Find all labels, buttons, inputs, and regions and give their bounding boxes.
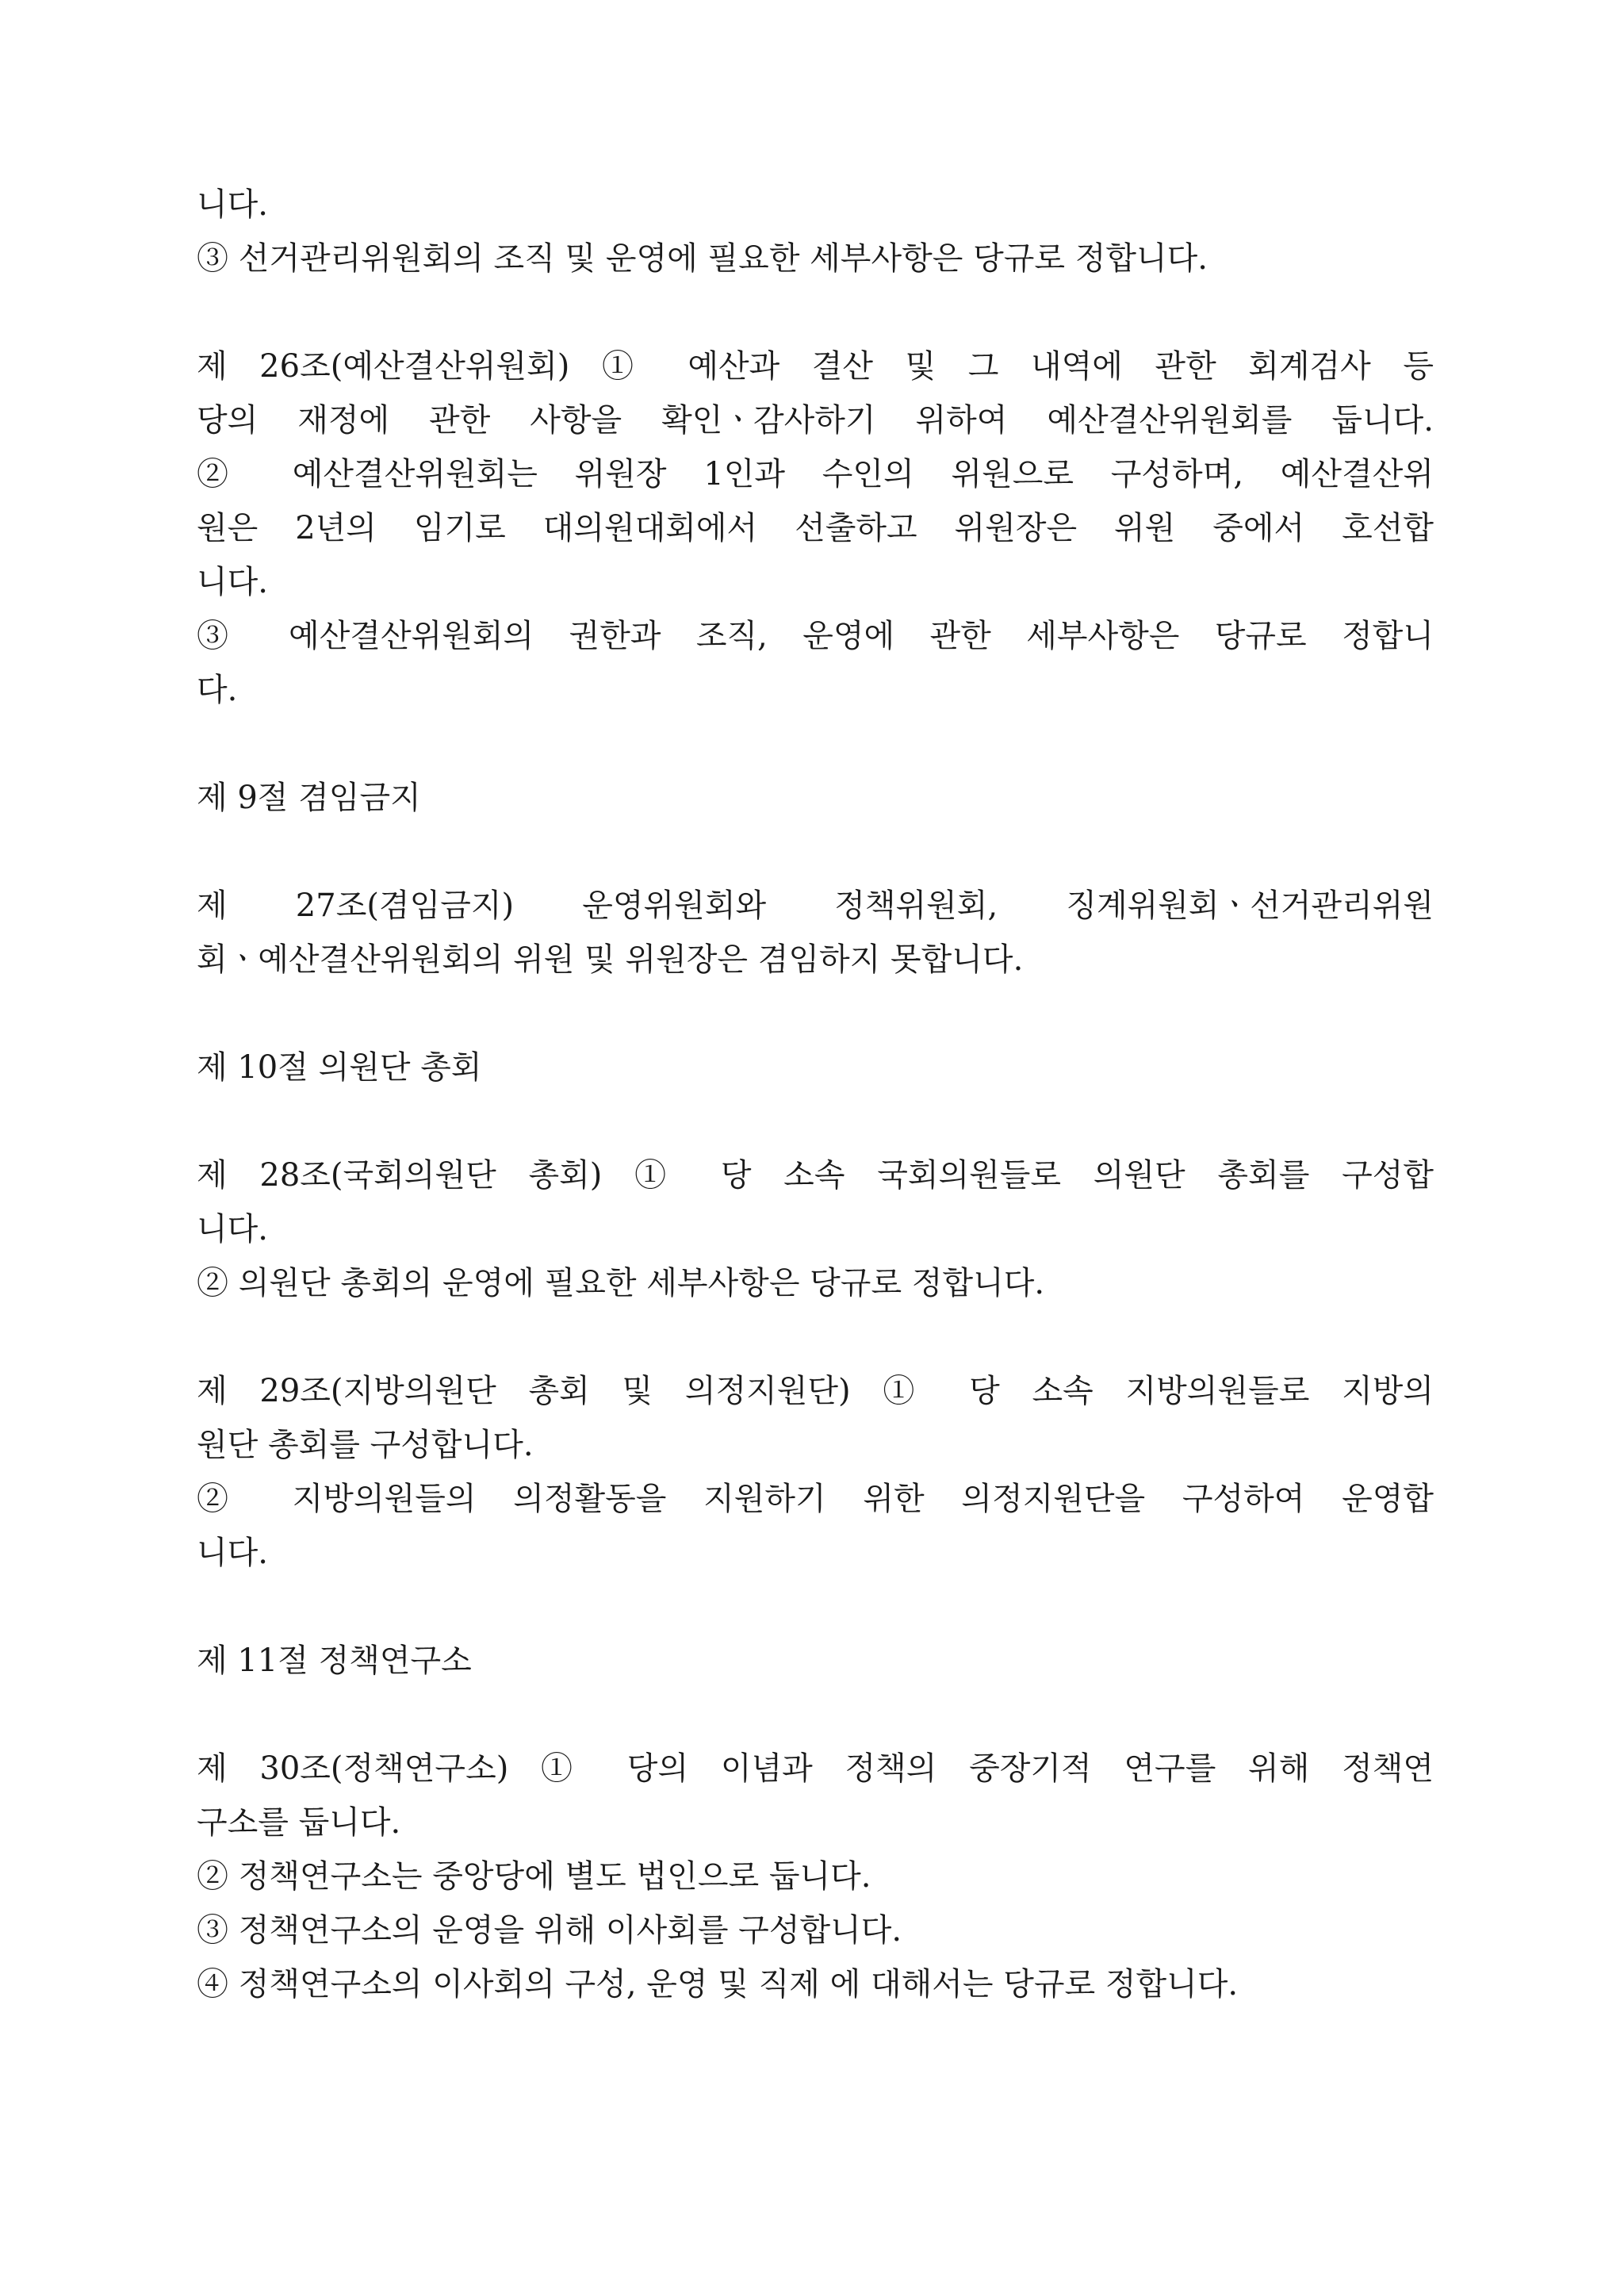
text-line: ② 지방의원들의 의정활동을 지원하기 위한 의정지원단을 구성하여 운영합 <box>197 1481 1434 1517</box>
text-line: ③ 정책연구소의 운영을 위해 이사회를 구성합니다. <box>197 1912 902 1949</box>
text-line: ② 의원단 총회의 운영에 필요한 세부사항은 당규로 정합니다. <box>197 1265 1045 1301</box>
document-page <box>197 178 1434 2011</box>
text-line: ② 정책연구소는 중앙당에 별도 법인으로 둡니다. <box>197 1858 871 1895</box>
text-line: ③ 선거관리위원회의 조직 및 운영에 필요한 세부사항은 당규로 정합니다. <box>197 240 1208 277</box>
text-line: 회ㆍ예산결산위원회의 위원 및 위원장은 겸임하지 못합니다. <box>197 941 1024 978</box>
paragraph-gap <box>197 1580 1434 1634</box>
article-heading-line: 제 27조(겸임금지) 운영위원회와 정책위원회, 징계위원회ㆍ선거관리위원 <box>197 887 1434 924</box>
text-line: 다. <box>197 672 238 708</box>
text-line: ② 예산결산위원회는 위원장 1인과 수인의 위원으로 구성하며, 예산결산위 <box>197 456 1434 493</box>
paragraph-gap <box>197 1094 1434 1148</box>
article-heading-line: 제 29조(지방의원단 총회 및 의정지원단) ① 당 소속 지방의원들로 지방의 <box>197 1373 1434 1409</box>
article-heading-line: 제 26조(예산결산위원회) ① 예산과 결산 및 그 내역에 관한 회계검사 등 <box>197 348 1434 385</box>
text-line: 당의 재정에 관한 사항을 확인ㆍ감사하기 위하여 예산결산위원회를 둡니다. <box>197 402 1434 439</box>
article-heading-line: 제 30조(정책연구소) ① 당의 이념과 정책의 중장기적 연구를 위해 정책연 <box>197 1750 1434 1787</box>
text-line: ③ 예산결산위원회의 권한과 조직, 운영에 관한 세부사항은 당규로 정합니 <box>197 618 1434 654</box>
text-line: 니다. <box>197 1211 268 1248</box>
paragraph-gap <box>197 1688 1434 1742</box>
text-line: 원은 2년의 임기로 대의원대회에서 선출하고 위원장은 위원 중에서 호선합 <box>197 510 1434 546</box>
section-heading: 제 9절 겸임금지 <box>197 780 421 816</box>
paragraph-gap <box>197 825 1434 879</box>
text-line: 니다. <box>197 1535 268 1571</box>
paragraph-gap <box>197 717 1434 771</box>
article-heading-line: 제 28조(국회의원단 총회) ① 당 소속 국회의원들로 의원단 총회를 구성합 <box>197 1157 1434 1194</box>
text-line: 니다. <box>197 564 268 600</box>
section-heading: 제 11절 정책연구소 <box>197 1642 472 1679</box>
paragraph-gap <box>197 286 1434 339</box>
text-line: 구소를 둡니다. <box>197 1804 401 1841</box>
section-heading: 제 10절 의원단 총회 <box>197 1049 482 1086</box>
text-line: 원단 총회를 구성합니다. <box>197 1427 534 1463</box>
text-line: 니다. <box>197 186 268 223</box>
paragraph-gap <box>197 987 1434 1041</box>
text-line: ④ 정책연구소의 이사회의 구성, 운영 및 직제 에 대해서는 당규로 정합니다. <box>197 1966 1239 2003</box>
paragraph-gap <box>197 1310 1434 1364</box>
